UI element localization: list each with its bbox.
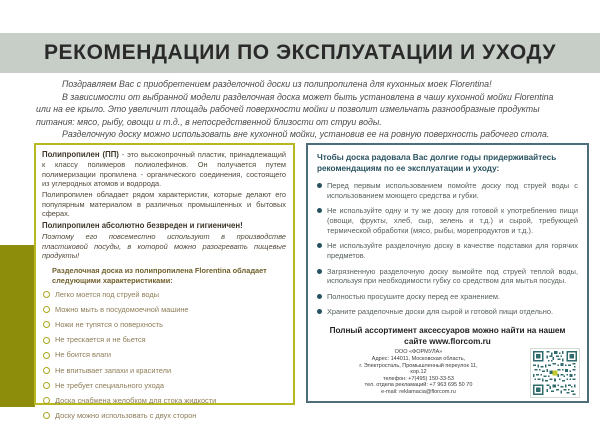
- ring-bullet-icon: [43, 382, 50, 389]
- dot-bullet-icon: [317, 183, 322, 188]
- tip-item: [317, 307, 578, 317]
- tip-text: Не используйте одну и ту же доску для готовой к употреблению пищи (овощи, фрукты, хлеб, сыр, зелень и т.д.) и сырой, требующей термической обработки (мясо, рыбы, морепродуктов и т.д.).: [327, 206, 578, 235]
- material-description: [42, 150, 286, 189]
- feature-item: [42, 332, 286, 347]
- feature-text: Доска снабжена желобком для стока жидкости: [55, 395, 217, 405]
- feature-item: [42, 408, 286, 423]
- company-line: телефон: +7(495) 150-33-53: [383, 375, 454, 382]
- intro-paragraph: Поздравляем Вас с приобретением разделочной доски из полипропилена для кухонных моек Florentina!: [62, 79, 492, 89]
- feature-text: Не боится влаги: [55, 350, 112, 360]
- feature-item: [42, 287, 286, 302]
- features-heading: Разделочная доска из полипропилена Florentina обладает следующими характеристиками:: [52, 265, 267, 285]
- tip-text: Полностью просушите доску перед ее хранением.: [327, 291, 500, 301]
- material-rest: - это высокопрочный пластик, принадлежащий к классу полимеров полиолефинов. Он получается путем полимеризации пропилена - органического соединения, состоящего из углеродных атомов и водорода.: [42, 150, 286, 189]
- feature-text: Не впитывает запахи и красители: [55, 365, 172, 375]
- company-line: г. Электросталь, Промышленный переулок 11,: [359, 362, 478, 369]
- tip-text: Храните разделочные доски для сырой и готовой пищи отдельно.: [327, 307, 554, 317]
- intro-paragraph: Разделочную доску можно использовать вне кухонной мойки, установив ее на ровную поверхность рабочего стола.: [62, 129, 550, 140]
- feature-item: [42, 317, 286, 332]
- company-line: Адрес: 144011, Московская область,: [371, 355, 466, 362]
- company-line: кор.12: [410, 369, 427, 376]
- company-line: тел. отдела рекламаций: +7 963 695 50 70: [364, 382, 473, 389]
- feature-text: Ножи не тупятся о поверхность: [55, 320, 164, 329]
- olive-accent-band: [0, 245, 35, 407]
- company-details: [317, 349, 520, 395]
- tip-item: [317, 181, 578, 200]
- feature-item: [42, 302, 286, 317]
- ring-bullet-icon: [43, 352, 50, 359]
- tip-text: Перед первым использованием помойте доску под струей воды с использованием моющего средства и губки.: [327, 181, 578, 200]
- feature-text: Доску можно использовать с двух сторон: [55, 411, 197, 421]
- safety-statement: Полипропилен абсолютно безвреден и гигиеничен!: [42, 220, 243, 230]
- feature-text: Не требует специального ухода: [55, 380, 165, 390]
- ring-bullet-icon: [43, 397, 50, 404]
- tip-item: [317, 292, 578, 302]
- tip-item: [317, 241, 578, 260]
- intro-section: [36, 78, 568, 141]
- polypropylene-info-panel: [34, 143, 295, 421]
- tip-text: Не используйте разделочную доску в качестве подставки для горячих предметов.: [327, 241, 578, 260]
- ring-bullet-icon: [43, 306, 50, 313]
- dot-bullet-icon: [317, 294, 322, 299]
- features-list: [42, 287, 286, 424]
- feature-item: [42, 363, 286, 378]
- page-title: РЕКОМЕНДАЦИИ ПО ЭКСПЛУАТАЦИИ И УХОДУ: [43, 41, 557, 64]
- ring-bullet-icon: [43, 321, 50, 328]
- dot-bullet-icon: [317, 208, 322, 213]
- dot-bullet-icon: [317, 269, 322, 274]
- dot-bullet-icon: [317, 309, 322, 314]
- company-line: ООО «ФОРМУЛА»: [394, 349, 443, 356]
- feature-item: [42, 393, 286, 408]
- feature-text: Легко моется под струей воды: [55, 289, 159, 299]
- feature-item: [42, 348, 286, 363]
- company-line: e-mail: reklamacia@florcom.ru: [381, 388, 456, 395]
- tip-text: Загрязненную разделочную доску вымойте под струей теплой воды, используя при необходимости губку со средством для мытья посуды.: [327, 266, 578, 286]
- qr-code-icon: [530, 348, 580, 398]
- usage-note: Поэтому его повсеместно используют в производстве пластиковой посуды, в которой можно разогревать пищевые продукты!: [42, 232, 286, 261]
- ring-bullet-icon: [43, 412, 50, 419]
- intro-paragraph: В зависимости от выбранной модели разделочная доска может быть установлена в чашу кухонной мойки Florentina или на ее крыло. Это увеличит площадь рабочей поверхности мойки и позволит измельчать разнообразные продукты питания: мясо, рыбу, овощи и т.д., в непосредственной близости от струи воды.: [36, 91, 554, 127]
- recommendations-heading: Чтобы доска радовала Вас долгие годы придерживайтесь рекомендациям по ее эксплуатации и уходу:: [317, 153, 557, 174]
- website-promo: Полный ассортимент аксессуаров можно найти на нашем сайте www.florcom.ru: [329, 326, 566, 346]
- tip-item: [317, 267, 578, 286]
- tips-list: [317, 181, 578, 317]
- feature-item: [42, 378, 286, 393]
- dot-bullet-icon: [317, 243, 322, 248]
- material-properties: Полипропилен обладает рядом характеристик, которые делают его популярным материалом в различных промышленных и бытовых сферах.: [42, 190, 286, 219]
- tip-item: [317, 206, 578, 235]
- care-recommendations-panel: [306, 143, 589, 403]
- title-band: [0, 33, 600, 73]
- ring-bullet-icon: [43, 291, 50, 298]
- material-lead: Полипропилен (ПП): [42, 150, 119, 159]
- ring-bullet-icon: [43, 337, 50, 344]
- feature-text: Можно мыть в посудомоечной машине: [55, 304, 189, 314]
- feature-text: Не трескается и не бьется: [55, 335, 146, 345]
- ring-bullet-icon: [43, 367, 50, 374]
